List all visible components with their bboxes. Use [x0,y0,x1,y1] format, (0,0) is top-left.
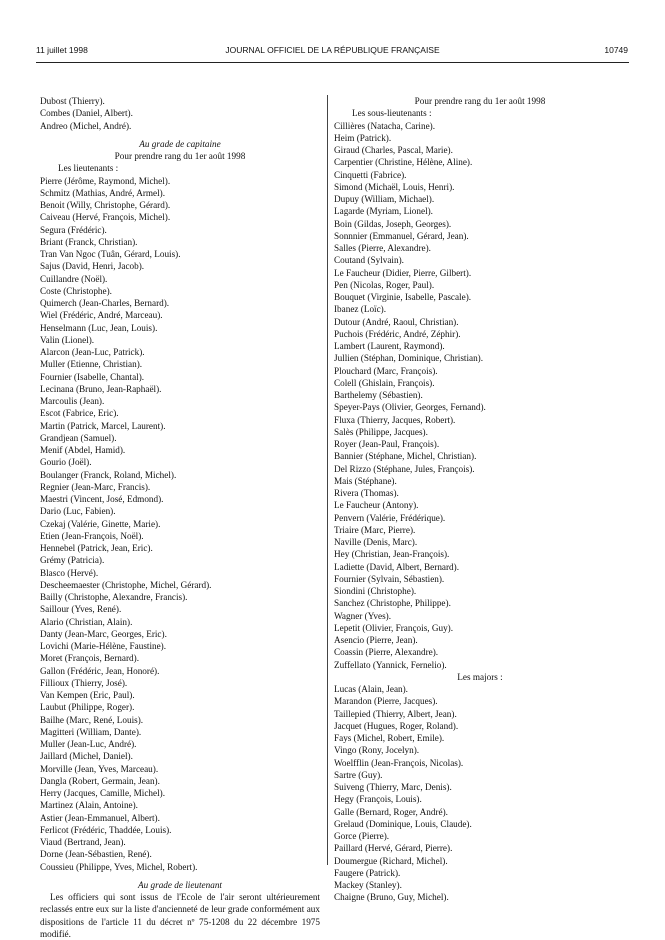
list-item: Laubut (Philippe, Roger). [40,702,135,713]
list-item: Valin (Lionel). [40,334,95,345]
right-names-list [334,120,626,671]
decree-paragraph: Les officiers qui sont issus de l'Ecole de l'air seront ultérieurement reclassés entre eux sur la liste d'ancienneté de leur grade conformément aux dispositions de l'article 11 du décret nº 75-1208 du 22 décembre 1975 modifié. [40,892,320,939]
list-item: Saillour (Yves, René). [40,604,122,615]
list-item: Descheemaester (Christophe, Michel, Gérard). [40,579,212,590]
list-item: Le Faucheur (Didier, Pierre, Gilbert). [334,267,472,278]
list-item: Maestri (Vincent, José, Edmond). [40,494,164,504]
list-item: Zuffellato (Yannick, Fernelio). [334,659,447,670]
list-item: Astier (Jean-Emmanuel, Albert). [40,812,160,823]
list-item: Alarcon (Jean-Luc, Patrick). [40,347,145,357]
list-item: Coussieu (Philippe, Yves, Michel, Robert). [40,861,198,872]
list-item: Hegy (François, Louis). [334,794,422,805]
list-item: Morville (Jean, Yves, Marceau). [40,763,159,774]
list-item: Coassin (Pierre, Alexandre). [334,647,439,658]
list-item: Dangla (Robert, Germain, Jean). [40,775,160,786]
list-item: Pierre (Jérôme, Raymond, Michel). [40,175,171,186]
list-item: Dubost (Thierry). [40,96,105,106]
left-column [40,95,320,940]
list-item: Boulanger (Franck, Roland, Michel). [40,469,177,480]
list-item: Salles (Pierre, Alexandre). [334,243,431,253]
list-item: Fluxa (Thierry, Jacques, Robert). [334,414,456,425]
list-item: Gallon (Frédéric, Jean, Honoré). [40,665,160,676]
list-item: Marandon (Pierre, Jacques). [334,696,438,707]
list-item: Dario (Luc, Fabien). [40,506,116,517]
list-item: Menif (Abdel, Hamid). [40,445,126,455]
left-top-names [40,95,320,132]
list-item: Fournier (Sylvain, Sébastien). [334,573,445,584]
list-item: Dorne (Jean-Sébastien, René). [40,849,152,860]
list-item: Andreo (Michel, André). [40,120,132,131]
header-date: 11 juillet 1998 [36,45,88,55]
list-item: Czekaj (Valérie, Ginette, Marie). [40,518,161,529]
list-item: Lagarde (Myriam, Lionel). [334,206,433,217]
list-item: Herry (Jacques, Camille, Michel). [40,788,166,798]
list-item: Viaud (Bertrand, Jean). [40,837,126,847]
list-item: Regnier (Jean-Marc, Francis). [40,481,151,492]
list-item: Martinez (Alain, Antoine). [40,800,138,811]
list-item: Segura (Frédéric). [40,224,107,235]
list-item: Rivera (Thomas). [334,488,399,498]
list-item: Coste (Christophe). [40,285,112,296]
list-item: Danty (Jean-Marc, Georges, Eric). [40,628,167,639]
list-item: Briant (Franck, Christian). [40,236,138,247]
list-item: Grelaud (Dominique, Louis, Claude). [334,818,472,829]
list-item: Grandjean (Samuel). [40,432,117,443]
list-item: Sajus (David, Henri, Jacob). [40,261,145,272]
list-item: Gourio (Joël). [40,457,92,468]
list-item: Bailly (Christophe, Alexandre, Francis). [40,592,188,602]
list-item: Simond (Michaël, Louis, Henri). [334,181,455,192]
left-names-list [40,175,320,873]
column-divider [327,95,328,865]
list-item: Pen (Nicolas, Roger, Paul). [334,279,435,290]
list-item: Ibanez (Loïc). [334,304,387,315]
list-item: Taillepied (Thierry, Albert, Jean). [334,708,457,719]
list-item: Lepetit (Olivier, François, Guy). [334,622,454,633]
rank-heading-right: Pour prendre rang du 1er août 1998 [414,96,546,106]
list-item: Mais (Stéphane). [334,475,397,486]
list-item: Quimerch (Jean-Charles, Bernard). [40,298,170,308]
list-item: Mackey (Stanley). [334,880,402,890]
list-item: Grémy (Patricia). [40,555,105,566]
rank-heading-left: Pour prendre rang du 1er août 1998 [114,151,246,161]
list-item: Bouquet (Virginie, Isabelle, Pascale). [334,292,472,302]
list-item: Salès (Philippe, Jacques). [334,426,428,437]
list-item: Muller (Etienne, Christian). [40,359,143,370]
list-item: Etien (Jean-François, Noël). [40,530,144,541]
list-item: Heim (Patrick). [334,132,392,143]
list-item: Gorce (Pierre). [334,831,390,841]
list-item: Lecinana (Bruno, Jean-Raphaël). [40,383,162,394]
list-item: Fays (Michel, Robert, Emile). [334,733,445,743]
list-item: Asencio (Pierre, Jean). [334,635,418,645]
list-item: Barthelemy (Sébastien). [334,390,423,400]
grade-heading-capitaine: Au grade de capitaine [139,138,221,149]
list-item: Fournier (Isabelle, Chantal). [40,371,145,382]
list-item: Tran Van Ngoc (Tuân, Gérard, Louis). [40,249,181,259]
list-item: Del Rizzo (Stéphane, Jules, François). [334,463,475,474]
list-item: Carpentier (Christine, Hélène, Aline). [334,157,473,168]
list-item: Royer (Jean-Paul, François). [334,439,440,449]
header-title: JOURNAL OFFICIEL DE LA RÉPUBLIQUE FRANÇAISE [225,45,440,55]
list-item: Lovichi (Marie-Hélène, Faustine). [40,641,167,651]
list-item: Escot (Fabrice, Eric). [40,408,119,419]
list-item: Triaire (Marc, Pierre). [334,524,416,535]
list-item: Vingo (Rony, Jocelyn). [334,745,420,756]
lieutenants-heading: Les lieutenants : [58,163,119,174]
list-item: Puchois (Frédéric, André, Zéphir). [334,328,461,339]
list-item: Woelfflin (Jean-François, Nicolas). [334,757,464,768]
list-item: Hey (Christian, Jean-François). [334,549,450,560]
majors-heading: Les majors : [457,671,503,682]
list-item: Cuillandre (Noël). [40,273,108,284]
list-item: Hennebel (Patrick, Jean, Eric). [40,543,153,553]
list-item: Ferlicot (Frédéric, Thaddée, Louis). [40,824,172,835]
list-item: Henselmann (Luc, Jean, Louis). [40,322,158,333]
list-item: Wiel (Frédéric, André, Marceau). [40,310,163,321]
list-item: Schmitz (Mathias, André, Armel). [40,187,166,198]
grade-heading-lieutenant: Au grade de lieutenant [138,879,222,890]
list-item: Giraud (Charles, Pascal, Marie). [334,145,453,155]
list-item: Van Kempen (Eric, Paul). [40,690,135,700]
list-item: Bailhe (Marc, René, Louis). [40,714,144,725]
list-item: Speyer-Pays (Olivier, Georges, Fernand). [334,402,486,413]
list-item: Martin (Patrick, Marcel, Laurent). [40,420,166,431]
list-item: Moret (François, Bernard). [40,653,139,664]
list-item: Jacquet (Hugues, Roger, Roland). [334,720,459,731]
list-item: Jullien (Stéphan, Dominique, Christian). [334,353,484,364]
list-item: Dutour (André, Raoul, Christian). [334,316,459,327]
sous-lieutenants-heading: Les sous-lieutenants : [352,108,432,119]
list-item: Siondini (Christophe). [334,586,417,596]
list-item: Le Faucheur (Antony). [334,500,419,511]
right-column [334,95,626,904]
list-item: Bannier (Stéphane, Michel, Christian). [334,451,477,462]
list-item: Muller (Jean-Luc, André). [40,739,137,749]
list-item: Naville (Denis, Marc). [334,537,418,547]
header-rule [36,62,629,63]
list-item: Suiveng (Thierry, Marc, Denis). [334,782,452,792]
list-item: Combes (Daniel, Albert). [40,108,133,119]
list-item: Sartre (Guy). [334,769,383,780]
list-item: Colell (Ghislain, François). [334,377,435,388]
list-item: Cillières (Natacha, Carine). [334,120,436,131]
list-item: Alario (Christian, Alain). [40,616,133,627]
list-item: Benoit (Willy, Christophe, Gérard). [40,200,171,210]
list-item: Sonnnier (Emmanuel, Gérard, Jean). [334,230,469,241]
list-item: Blasco (Hervé). [40,567,99,578]
list-item: Dupuy (William, Michael). [334,194,435,204]
list-item: Cinquetti (Fabrice). [334,169,407,180]
list-item: Boin (Gildas, Joseph, Georges). [334,218,452,229]
list-item: Doumergue (Richard, Michel). [334,855,448,866]
list-item: Paillard (Hervé, Gérard, Pierre). [334,843,453,854]
list-item: Caiveau (Hervé, François, Michel). [40,212,171,223]
list-item: Lucas (Alain, Jean). [334,684,408,694]
list-item: Marcoulis (Jean). [40,396,105,406]
majors-list [334,683,626,904]
list-item: Jaillard (Michel, Daniel). [40,751,133,762]
list-item: Ladiette (David, Albert, Bernard). [334,561,460,572]
header-page-number: 10749 [604,45,628,55]
list-item: Penvern (Valérie, Frédérique). [334,512,446,523]
list-item: Magitteri (William, Dante). [40,726,142,737]
page-header [0,45,665,59]
list-item: Chaigne (Bruno, Guy, Michel). [334,892,449,903]
list-item: Faugere (Patrick). [334,867,401,878]
list-item: Sanchez (Christophe, Philippe). [334,598,451,609]
list-item: Wagner (Yves). [334,610,392,621]
list-item: Plouchard (Marc, François). [334,365,438,376]
list-item: Coutand (Sylvain). [334,255,404,266]
list-item: Fillioux (Thierry, José). [40,677,128,688]
list-item: Galle (Bernard, Roger, André). [334,806,448,817]
list-item: Lambert (Laurent, Raymond). [334,341,445,351]
